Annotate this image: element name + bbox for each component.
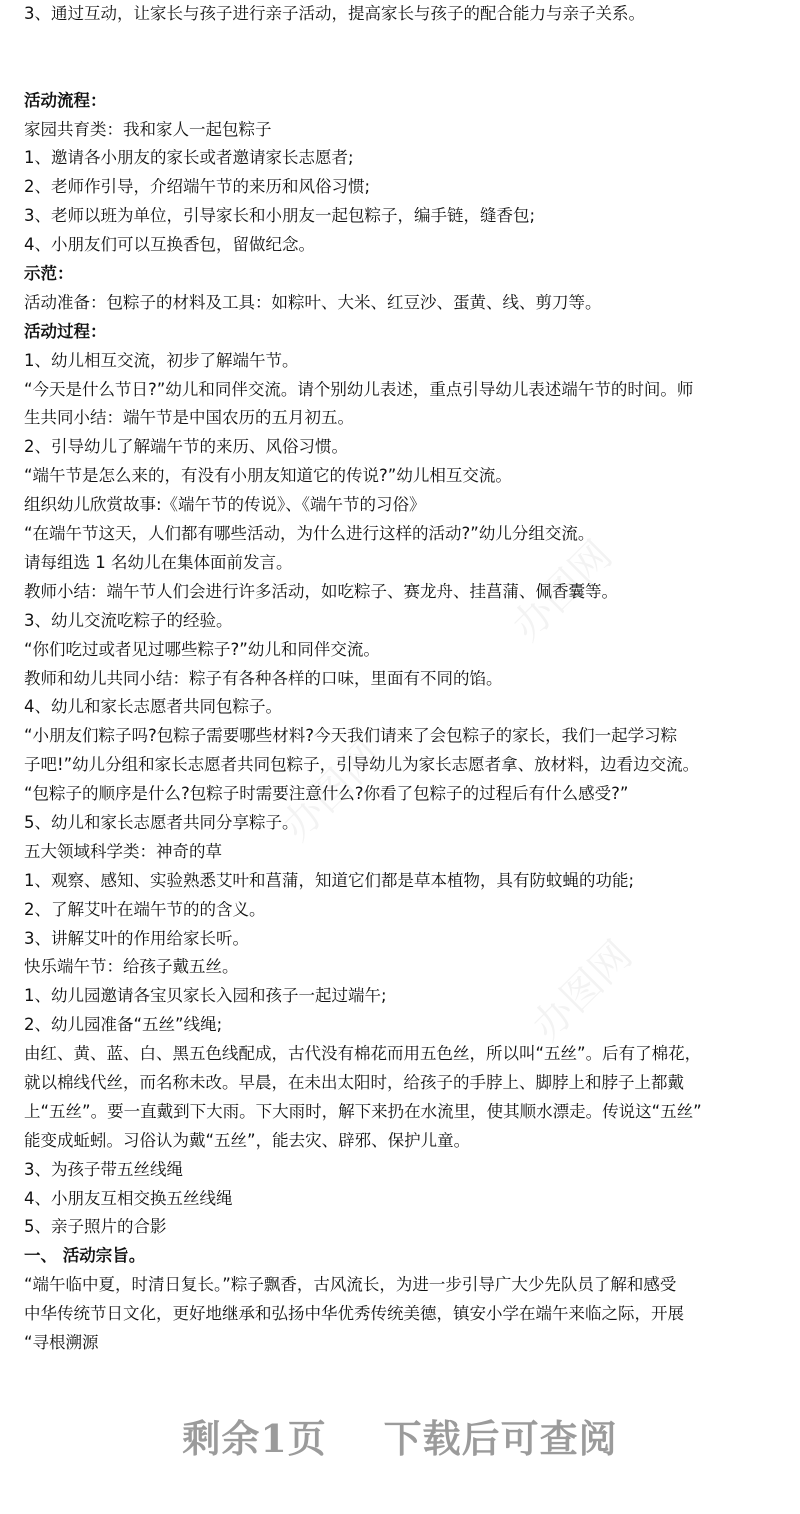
text-line: “寻根溯源 [24, 1332, 99, 1352]
section-heading: 活动过程： [24, 321, 107, 341]
text-line: “在端午节这天，人们都有哪些活动，为什么进行这样的活动?”幼儿分组交流。 [24, 524, 595, 544]
text-line: “端午节是怎么来的，有没有小朋友知道它的传说?”幼儿相互交流。 [24, 466, 512, 486]
text-line: 子吧!”幼儿分组和家长志愿者共同包粽子，引导幼儿为家长志愿者拿、放材料，边看边交流。 [24, 755, 700, 775]
document-body [24, 0, 782, 1358]
text-line: 教师和幼儿共同小结：粽子有各种各样的口味，里面有不同的馅。 [24, 668, 503, 688]
remaining-pages-notice: 剩余1页 下载后可查阅 [182, 1416, 618, 1461]
watermark-stamp: 办图网 [523, 932, 642, 1050]
text-line: 2、引导幼儿了解端午节的来历、风俗习惯。 [24, 437, 348, 457]
text-line: 2、老师作引导，介绍端午节的来历和风俗习惯; [24, 177, 371, 197]
section-heading: 一、 活动宗旨。 [24, 1246, 146, 1266]
text-line: “包粽子的顺序是什么?包粽子时需要注意什么?你看了包粽子的过程后有什么感受?” [24, 784, 629, 804]
paragraph-gap [24, 29, 782, 87]
text-line: 4、小朋友们可以互换香包，留做纪念。 [24, 235, 315, 255]
text-line: 能变成蚯蚓。习俗认为戴“五丝”，能去灾、辟邪、保护儿童。 [24, 1130, 471, 1150]
text-line: 3、老师以班为单位，引导家长和小朋友一起包粽子，编手链，缝香包; [24, 206, 536, 226]
text-line: 1、观察、感知、实验熟悉艾叶和菖蒲，知道它们都是草本植物，具有防蚊蝇的功能; [24, 870, 635, 890]
text-line: 3、幼儿交流吃粽子的经验。 [24, 610, 233, 630]
watermark-stamp: 办图网 [503, 532, 622, 650]
text-line: 1、幼儿相互交流，初步了解端午节。 [24, 350, 299, 370]
section-heading: 活动流程： [24, 90, 107, 110]
text-line: 3、讲解艾叶的作用给家长听。 [24, 928, 249, 948]
text-line: 4、幼儿和家长志愿者共同包粽子。 [24, 697, 282, 717]
text-line: 生共同小结：端午节是中国农历的五月初五。 [24, 408, 354, 428]
text-line: 组织幼儿欣赏故事:《端午节的传说》、《端午节的习俗》 [24, 495, 426, 515]
text-line: 上“五丝”。要一直戴到下大雨。下大雨时，解下来扔在水流里，使其顺水漂走。传说这“五丝” [24, 1101, 702, 1121]
text-line: 4、小朋友互相交换五丝线绳 [24, 1188, 233, 1208]
text-line: “你们吃过或者见过哪些粽子?”幼儿和同伴交流。 [24, 639, 380, 659]
text-line: 1、幼儿园邀请各宝贝家长入园和孩子一起过端午; [24, 986, 387, 1006]
text-line: 5、幼儿和家长志愿者共同分享粽子。 [24, 812, 299, 832]
text-line: 快乐端午节：给孩子戴五丝。 [24, 957, 239, 977]
text-line: 1、邀请各小朋友的家长或者邀请家长志愿者; [24, 148, 354, 168]
text-line: 2、幼儿园准备“五丝”线绳; [24, 1015, 223, 1035]
text-line: 中华传统节日文化，更好地继承和弘扬中华优秀传统美德，镇安小学在端午来临之际，开展 [24, 1304, 684, 1324]
text-line: 由红、黄、蓝、白、黑五色线配成，古代没有棉花而用五色丝，所以叫“五丝”。后有了棉花， [24, 1044, 702, 1064]
text-line: 5、亲子照片的合影 [24, 1217, 167, 1237]
text-line: 家园共育类：我和家人一起包粽子 [24, 119, 272, 139]
text-line: 五大领域科学类：神奇的草 [24, 841, 222, 861]
watermark-stamp: 办图网 [273, 732, 392, 850]
section-heading: 示范： [24, 264, 74, 284]
text-line: 就以棉线代丝，而名称未改。早晨，在未出太阳时，给孩子的手脖上、脚脖上和脖子上都戴 [24, 1072, 684, 1092]
text-line: 活动准备：包粽子的材料及工具：如粽叶、大米、红豆沙、蛋黄、线、剪刀等。 [24, 292, 602, 312]
text-line: 3、为孩子带五丝线绳 [24, 1159, 183, 1179]
text-line: 2、了解艾叶在端午节的的含义。 [24, 899, 266, 919]
text-line: “小朋友们粽子吗?包粽子需要哪些材料?今天我们请来了会包粽子的家长，我们一起学习粽 [24, 726, 678, 746]
text-line: 3、通过互动，让家长与孩子进行亲子活动，提高家长与孩子的配合能力与亲子关系。 [24, 4, 645, 23]
text-line: “今天是什么节日?”幼儿和同伴交流。请个别幼儿表述，重点引导幼儿表述端午节的时间。师 [24, 379, 694, 399]
text-line: 教师小结：端午节人们会进行许多活动，如吃粽子、赛龙舟、挂菖蒲、佩香囊等。 [24, 581, 618, 601]
text-line: “端午临中夏，时清日复长。”粽子飘香，古风流长，为进一步引导广大少先队员了解和感受 [24, 1275, 677, 1295]
text-line: 请每组选 1 名幼儿在集体面前发言。 [24, 552, 293, 572]
